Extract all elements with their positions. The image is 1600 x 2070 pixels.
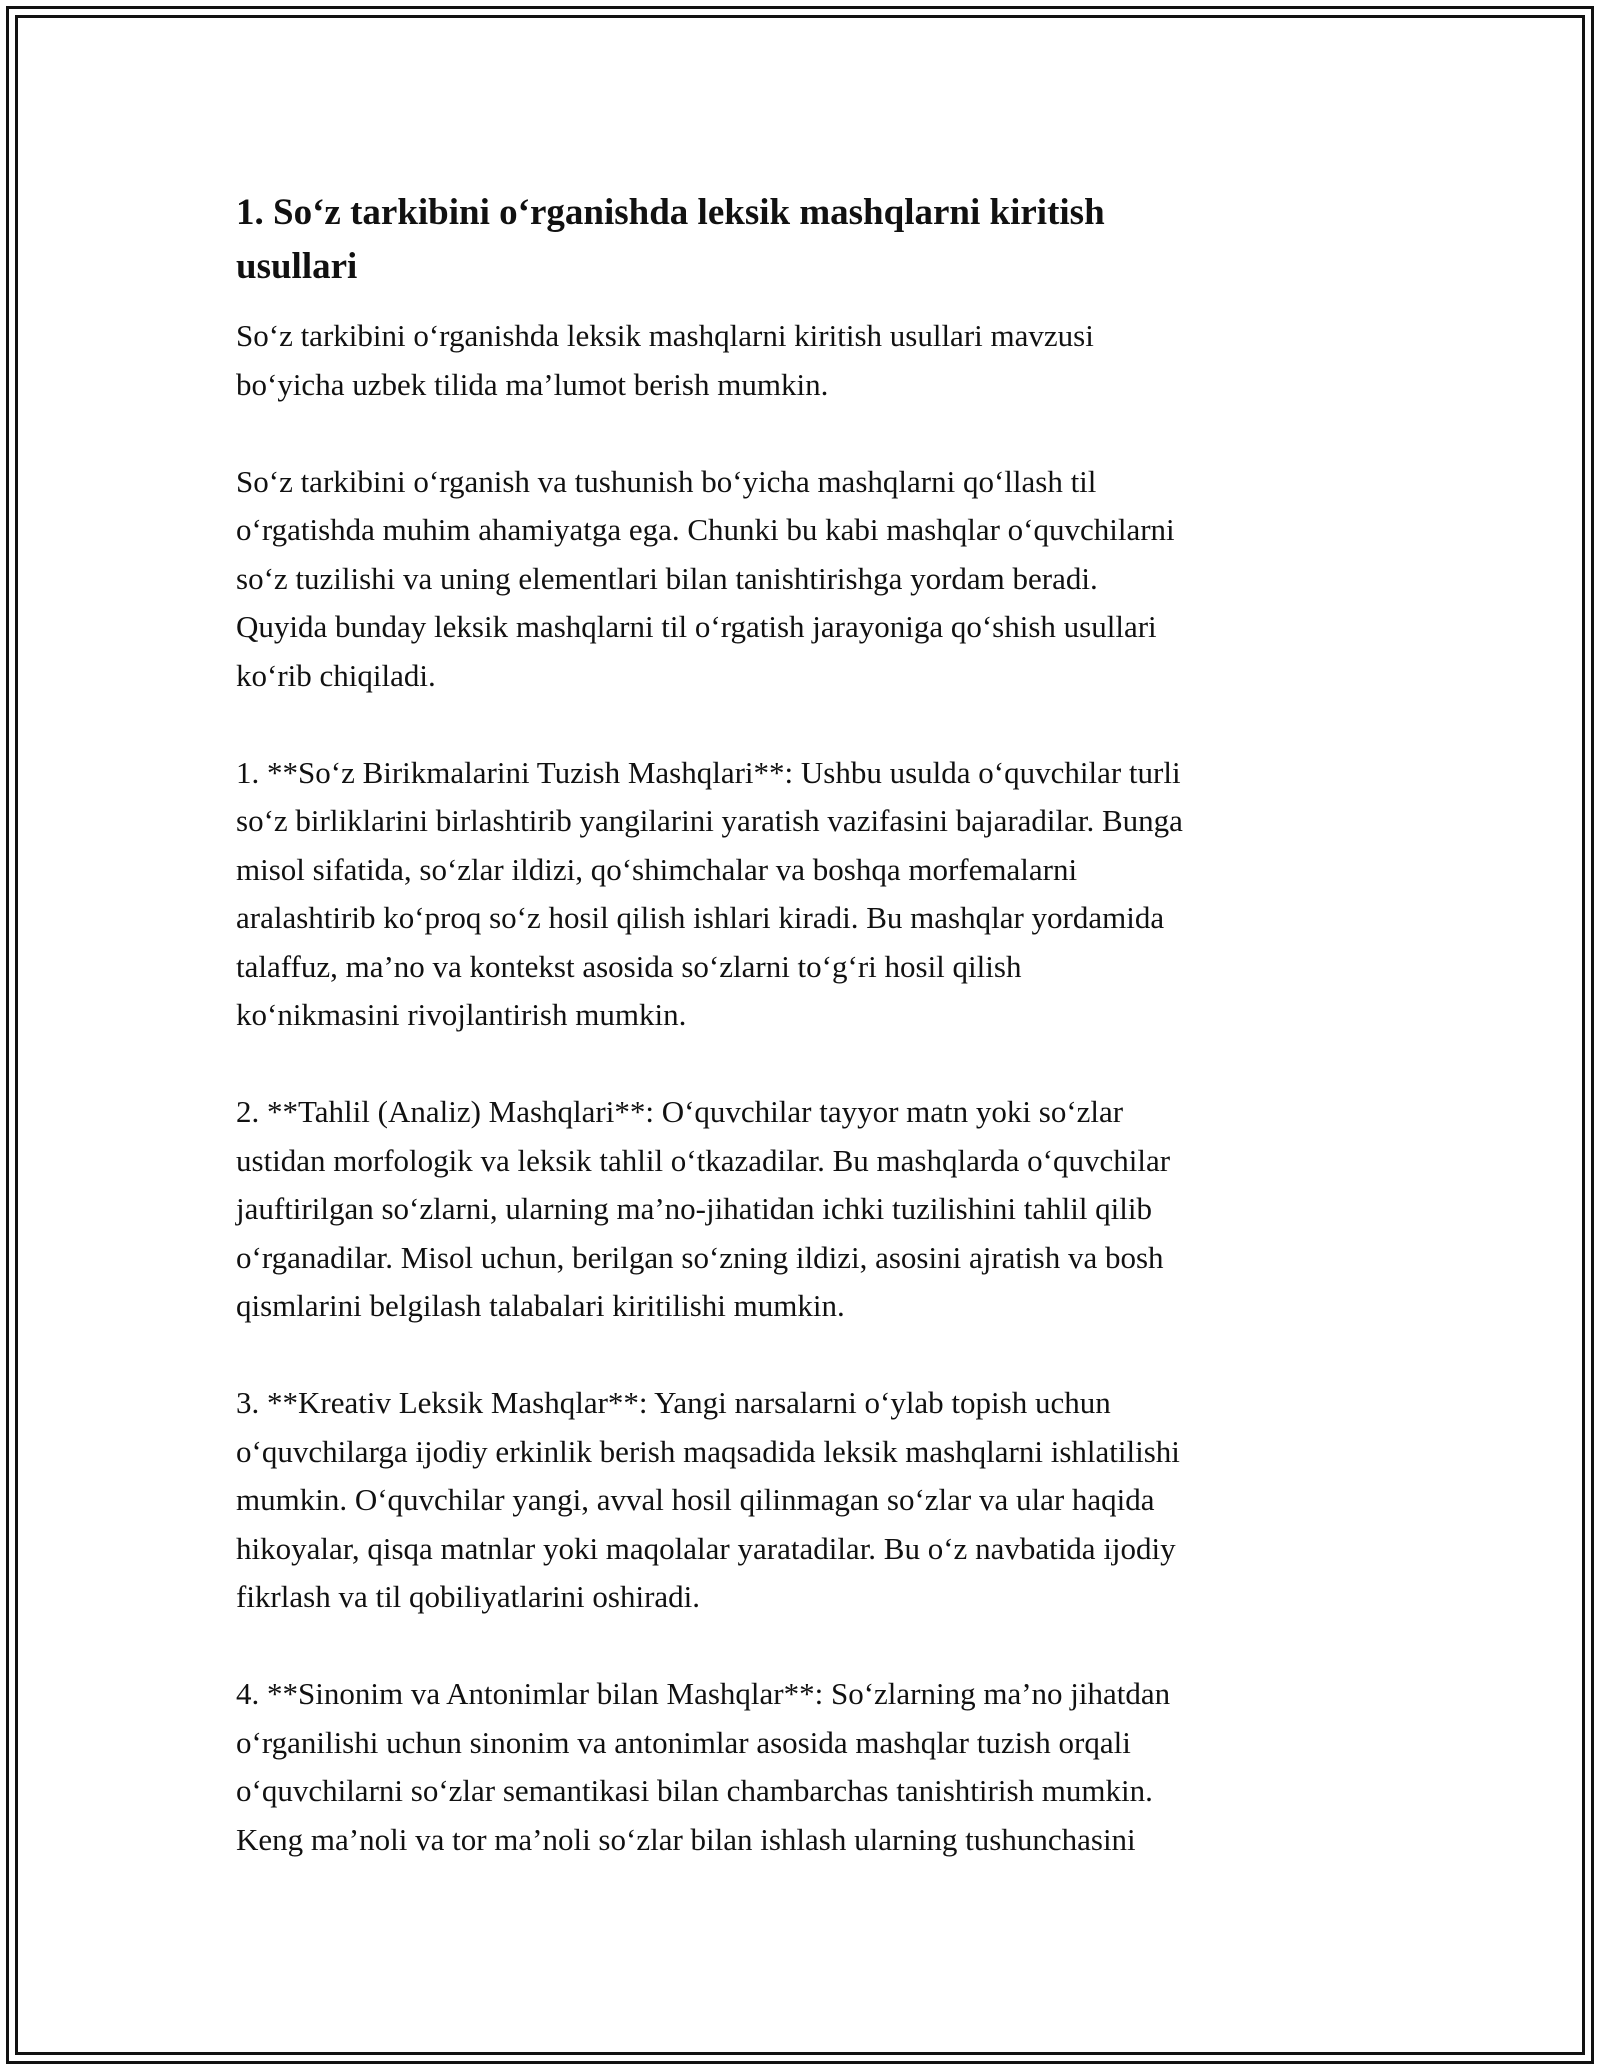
intro-paragraph: So‘z tarkibini o‘rganishda leksik mashqlarni kiritish usullari mavzusi bo‘yicha uzbek tilida ma’lumot berish mumkin.	[236, 318, 1094, 402]
method-2-paragraph: 2. **Tahlil (Analiz) Mashqlari**: O‘quvchilar tayyor matn yoki so‘zlar ustidan morfologik va leksik tahlil o‘tkazadilar. Bu mashqlarda o‘quvchilar jauftirilgan so‘zlarni, ularning ma’no-jihatidan ichki tuzilishini tahlil qilib o‘rganadilar. Misol uchun, berilgan so‘zning ildizi, asosini ajratish va bosh qismlarini belgilash talabalari kiritilishi mumkin.	[236, 1094, 1171, 1323]
document-heading: 1. So‘z tarkibini o‘rganishda leksik mashqlarni kiritish usullari	[236, 192, 1105, 287]
method-3-paragraph: 3. **Kreativ Leksik Mashqlar**: Yangi narsalarni o‘ylab topish uchun o‘quvchilarga ijodiy erkinlik berish maqsadida leksik mashqlarni ishlatilishi mumkin. O‘quvchilar yangi, avval hosil qilinmagan so‘zlar va ular haqida hikoyalar, qisqa matnlar yoki maqolalar yaratadilar. Bu o‘z navbatida ijodiy fikrlash va til qobiliyatlarini oshiradi.	[236, 1385, 1180, 1614]
method-4-paragraph: 4. **Sinonim va Antonimlar bilan Mashqlar**: So‘zlarning ma’no jihatdan o‘rganilishi uchun sinonim va antonimlar asosida mashqlar tuzish orqali o‘quvchilarni so‘zlar semantikasi bilan chambarchas tanishtirish mumkin. Keng ma’noli va tor ma’noli so‘zlar bilan ishlash ularning tushunchasini	[236, 1676, 1171, 1857]
document-body	[236, 186, 1366, 1913]
method-1-paragraph: 1. **So‘z Birikmalarini Tuzish Mashqlari**: Ushbu usulda o‘quvchilar turli so‘z birliklarini birlashtirib yangilarini yaratish vazifasini bajaradilar. Bunga misol sifatida, so‘zlar ildizi, qo‘shimchalar va boshqa morfemalarni aralashtirib ko‘proq so‘z hosil qilish ishlari kiradi. Bu mashqlar yordamida talaffuz, ma’no va kontekst asosida so‘zlarni to‘g‘ri hosil qilish ko‘nikmasini rivojlantirish mumkin.	[236, 754, 1183, 1032]
context-paragraph: So‘z tarkibini o‘rganish va tushunish bo‘yicha mashqlarni qo‘llash til o‘rgatishda muhim ahamiyatga ega. Chunki bu kabi mashqlar o‘quvchilarni so‘z tuzilishi va uning elementlari bilan tanishtirishga yordam beradi. Quyida bunday leksik mashqlarni til o‘rgatish jarayoniga qo‘shish usullari ko‘rib chiqiladi.	[236, 463, 1175, 693]
